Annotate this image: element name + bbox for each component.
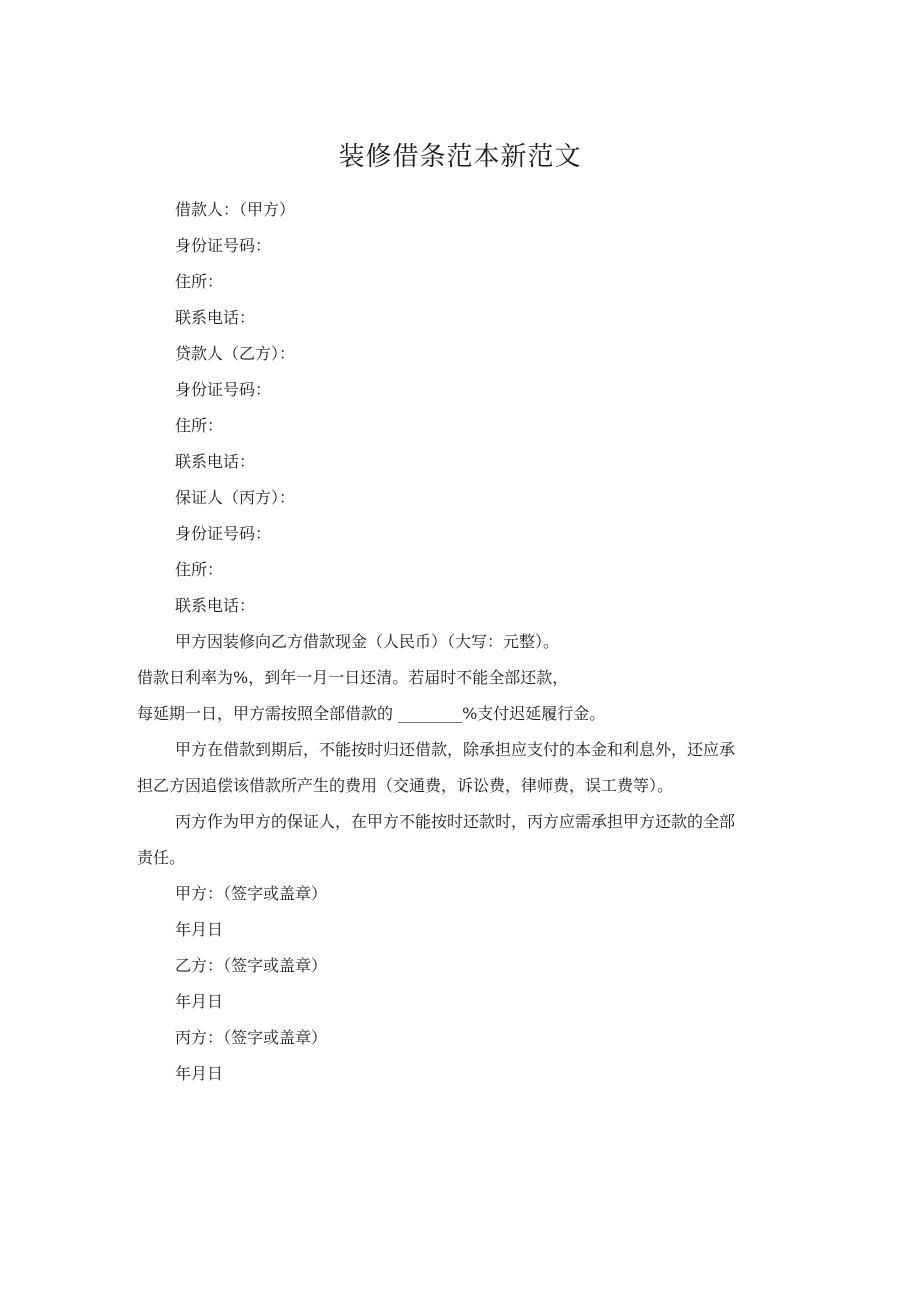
signature-party-c-date: 年月日 <box>175 1064 224 1083</box>
lender-id-field: 身份证号码： <box>175 380 272 399</box>
guarantor-header: 保证人（丙方）： <box>175 488 296 507</box>
overdue-paragraph-line-1: 甲方在借款到期后，不能按时归还借款，除承担应支付的本金和利息外，还应承 <box>175 740 736 759</box>
borrower-header: 借款人：（甲方） <box>175 200 296 219</box>
overdue-paragraph-line-2: 担乙方因追偿该借款所产生的费用（交通费，诉讼费，律师费，误工费等）。 <box>137 776 674 795</box>
guarantor-paragraph-line-1: 丙方作为甲方的保证人，在甲方不能按时还款时，丙方应需承担甲方还款的全部 <box>175 812 736 831</box>
signature-party-a: 甲方：（签字或盖章） <box>175 884 328 903</box>
document-title: 装修借条范本新范文 <box>338 142 582 172</box>
borrower-phone-field: 联系电话： <box>175 308 256 327</box>
signature-party-c: 丙方：（签字或盖章） <box>175 1028 328 1047</box>
guarantor-address-field: 住所： <box>175 560 224 579</box>
guarantor-phone-field: 联系电话： <box>175 596 256 615</box>
signature-party-b-date: 年月日 <box>175 992 224 1011</box>
lender-header: 贷款人（乙方）： <box>175 344 296 363</box>
signature-party-b: 乙方：（签字或盖章） <box>175 956 328 975</box>
lender-address-field: 住所： <box>175 416 224 435</box>
signature-party-a-date: 年月日 <box>175 920 224 939</box>
late-fee-line: 每延期一日，甲方需按照全部借款的 ________%支付迟延履行金。 <box>137 704 606 723</box>
loan-amount-paragraph: 甲方因装修向乙方借款现金（人民币）（大写：元整）。 <box>175 632 560 651</box>
guarantor-id-field: 身份证号码： <box>175 524 272 543</box>
loan-rate-line: 借款日利率为%，到年一月一日还清。若届时不能全部还款， <box>137 668 569 687</box>
borrower-id-field: 身份证号码： <box>175 236 272 255</box>
borrower-address-field: 住所： <box>175 272 224 291</box>
guarantor-paragraph-line-2: 责任。 <box>137 848 186 867</box>
lender-phone-field: 联系电话： <box>175 452 256 471</box>
